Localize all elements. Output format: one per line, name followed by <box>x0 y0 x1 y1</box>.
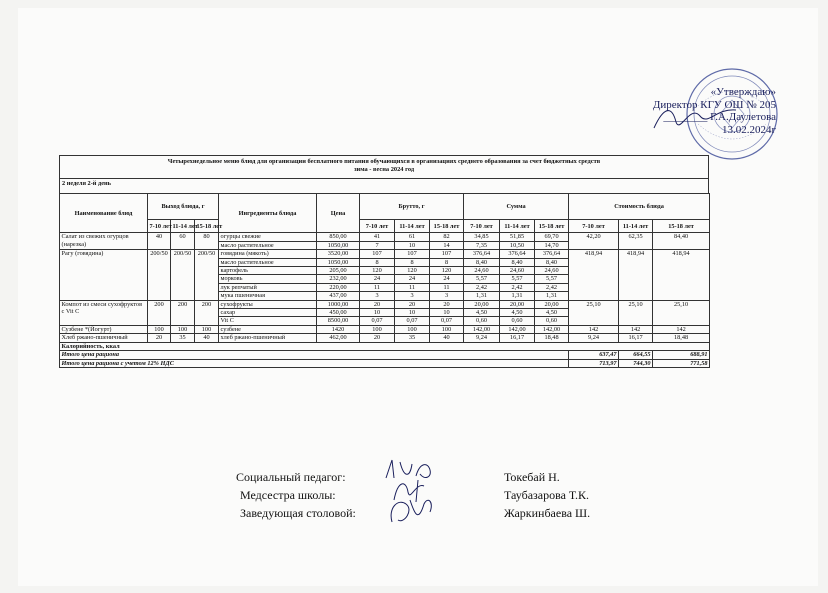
ingredient-gross: 11 <box>430 283 464 291</box>
signature-name: Таубазарова Т.К. <box>504 488 590 502</box>
dish-cost: 418,94 <box>619 250 653 300</box>
header-output-age: 7-10 лет <box>148 220 171 233</box>
dish-output: 60 <box>171 233 195 250</box>
dish-cost: 42,20 <box>569 233 619 250</box>
dish-output: 40 <box>195 334 219 342</box>
total-row-value: 688,91 <box>653 351 710 359</box>
header-sum-age: 15-18 лет <box>535 220 569 233</box>
ingredient-gross: 10 <box>395 309 430 317</box>
ingredient-gross: 3 <box>360 292 395 300</box>
ingredient-gross: 10 <box>360 309 395 317</box>
table-row <box>60 300 710 308</box>
ingredient-price: 1000,00 <box>317 300 360 308</box>
canteen-manager-signature <box>384 492 444 532</box>
ingredient-gross: 11 <box>360 283 395 291</box>
header-output-age: 11-14 лет <box>171 220 195 233</box>
ingredient-price: 450,00 <box>317 309 360 317</box>
ingredient-price: 220,00 <box>317 283 360 291</box>
ingredient-gross: 24 <box>395 275 430 283</box>
header-cost-age: 15-18 лет <box>653 220 710 233</box>
ingredient-gross: 8 <box>395 258 430 266</box>
ingredient-sum: 142,00 <box>464 325 500 333</box>
ingredient-sum: 14,70 <box>535 241 569 249</box>
menu-table <box>59 193 710 368</box>
ingredient-gross: 100 <box>360 325 395 333</box>
header-cost-age: 11-14 лет <box>619 220 653 233</box>
ingredient-gross: 20 <box>430 300 464 308</box>
ingredient-sum: 0,60 <box>500 317 535 325</box>
menu-table-body <box>60 233 710 368</box>
ingredient-sum: 142,00 <box>535 325 569 333</box>
ingredient-sum: 4,50 <box>535 309 569 317</box>
total-vat-row <box>60 359 710 367</box>
dish-cost: 418,94 <box>653 250 710 300</box>
total-row <box>60 351 710 359</box>
ingredient-name: Vit C <box>219 317 317 325</box>
ingredient-gross: 24 <box>360 275 395 283</box>
ingredient-sum: 1,31 <box>464 292 500 300</box>
ingredient-sum: 376,64 <box>500 250 535 258</box>
ingredient-name: говядина (мякоть) <box>219 250 317 258</box>
week-day-label: 2 неделя 2-й день <box>59 178 709 193</box>
approval-signature-line: ________ Г.А.Даулетова <box>663 111 776 123</box>
ingredient-name: морковь <box>219 275 317 283</box>
ingredient-gross: 20 <box>360 334 395 342</box>
dish-cost: 18,48 <box>653 334 710 342</box>
ingredient-gross: 61 <box>395 233 430 241</box>
header-ingredients: Ингредиенты блюда <box>219 194 317 233</box>
dish-name: Хлеб ржано-пшеничный <box>60 334 148 342</box>
ingredient-sum: 1,31 <box>535 292 569 300</box>
ingredient-sum: 2,42 <box>500 283 535 291</box>
ingredient-price: 232,00 <box>317 275 360 283</box>
total-vat-row-label: Итого цена рациона с учетом 12% НДС <box>60 359 569 367</box>
ingredient-name: сузбене <box>219 325 317 333</box>
ingredient-name: картофель <box>219 267 317 275</box>
dish-cost: 25,10 <box>569 300 619 325</box>
document-title <box>59 155 709 178</box>
ingredient-sum: 10,50 <box>500 241 535 249</box>
ingredient-name: сухофрукты <box>219 300 317 308</box>
ingredient-gross: 100 <box>395 325 430 333</box>
ingredient-sum: 5,57 <box>535 275 569 283</box>
dish-output: 80 <box>195 233 219 250</box>
total-vat-row-value: 771,58 <box>653 359 710 367</box>
ingredient-sum: 8,40 <box>535 258 569 266</box>
ingredient-price: 205,00 <box>317 267 360 275</box>
ingredient-sum: 4,50 <box>500 309 535 317</box>
ingredient-gross: 24 <box>430 275 464 283</box>
ingredient-sum: 1,31 <box>500 292 535 300</box>
header-sum: Сумма <box>464 194 569 220</box>
ingredient-name: огурцы свежие <box>219 233 317 241</box>
total-row-value: 664,55 <box>619 351 653 359</box>
header-gross-age: 15-18 лет <box>430 220 464 233</box>
header-output: Выход блюда, г <box>148 194 219 220</box>
ingredient-sum: 7,35 <box>464 241 500 249</box>
ingredient-sum: 0,60 <box>464 317 500 325</box>
ingredient-sum: 24,60 <box>500 267 535 275</box>
dish-cost: 16,17 <box>619 334 653 342</box>
ingredient-sum: 5,57 <box>464 275 500 283</box>
ingredient-sum: 69,70 <box>535 233 569 241</box>
dish-name: Салат из свежих огурцов (нарезка) <box>60 233 148 250</box>
dish-cost: 25,10 <box>653 300 710 325</box>
ingredient-sum: 2,42 <box>535 283 569 291</box>
ingredient-price: 1050,00 <box>317 258 360 266</box>
header-gross: Брутто, г <box>360 194 464 220</box>
ingredient-name: масло растительное <box>219 258 317 266</box>
approval-date: 13.02.2024г <box>721 123 776 136</box>
ingredient-price: 1420 <box>317 325 360 333</box>
ingredient-gross: 120 <box>430 267 464 275</box>
dish-name: Рагу (говядина) <box>60 250 148 300</box>
ingredient-sum: 2,42 <box>464 283 500 291</box>
ingredient-gross: 3 <box>430 292 464 300</box>
ingredient-gross: 0,07 <box>360 317 395 325</box>
ingredient-gross: 0,07 <box>430 317 464 325</box>
dish-output: 200 <box>148 300 171 325</box>
ingredient-gross: 35 <box>395 334 430 342</box>
signature-name: Жаркинбаева Ш. <box>504 506 591 520</box>
ingredient-sum: 24,60 <box>535 267 569 275</box>
ingredient-sum: 20,00 <box>500 300 535 308</box>
ingredient-gross: 107 <box>360 250 395 258</box>
ingredient-sum: 16,17 <box>500 334 535 342</box>
ingredient-price: 462,00 <box>317 334 360 342</box>
dish-output: 200/50 <box>148 250 171 300</box>
ingredient-price: 3520,00 <box>317 250 360 258</box>
total-vat-row-value: 713,97 <box>569 359 619 367</box>
ingredient-gross: 20 <box>395 300 430 308</box>
ingredient-name: хлеб ржано-пшеничный <box>219 334 317 342</box>
header-cost: Стоимость блюда <box>569 194 710 220</box>
menu-document <box>59 155 709 368</box>
table-row <box>60 325 710 333</box>
signature-role: Заведующая столовой: <box>240 506 356 520</box>
ingredient-price: 1050,00 <box>317 241 360 249</box>
ingredient-gross: 8 <box>360 258 395 266</box>
header-price: Цена <box>317 194 360 233</box>
ingredient-sum: 376,64 <box>535 250 569 258</box>
dish-cost: 142 <box>653 325 710 333</box>
ingredient-name: масло растительное <box>219 241 317 249</box>
document-title-line2: зима - весна 2024 год <box>353 166 415 173</box>
director-signature <box>650 100 740 134</box>
approval-heading: «Утверждаю» <box>710 86 776 98</box>
ingredient-sum: 5,57 <box>500 275 535 283</box>
dish-output: 35 <box>171 334 195 342</box>
ingredient-gross: 8 <box>430 258 464 266</box>
ingredient-gross: 0,07 <box>395 317 430 325</box>
header-sum-age: 11-14 лет <box>500 220 535 233</box>
ingredient-sum: 4,50 <box>464 309 500 317</box>
ingredient-sum: 20,00 <box>535 300 569 308</box>
ingredient-gross: 120 <box>360 267 395 275</box>
ingredient-sum: 8,40 <box>464 258 500 266</box>
ingredient-gross: 10 <box>430 309 464 317</box>
dish-cost: 25,10 <box>619 300 653 325</box>
ingredient-sum: 51,85 <box>500 233 535 241</box>
table-row <box>60 334 710 342</box>
ingredient-sum: 18,48 <box>535 334 569 342</box>
header-age-row <box>60 220 710 233</box>
ingredient-gross: 3 <box>395 292 430 300</box>
dish-cost: 142 <box>569 325 619 333</box>
table-row <box>60 233 710 241</box>
dish-cost: 62,35 <box>619 233 653 250</box>
dish-output: 200/50 <box>171 250 195 300</box>
dish-output: 100 <box>195 325 219 333</box>
ingredient-gross: 107 <box>395 250 430 258</box>
header-dish: Наименование блюд <box>60 194 148 233</box>
signature-name: Токебай Н. <box>504 470 560 484</box>
ingredient-price: 437,00 <box>317 292 360 300</box>
table-row <box>60 250 710 258</box>
dish-name: Сузбене *(Йогурт) <box>60 325 148 333</box>
ingredient-gross: 11 <box>395 283 430 291</box>
signature-role: Медсестра школы: <box>240 488 336 502</box>
calories-row <box>60 342 710 350</box>
total-vat-row-value: 744,30 <box>619 359 653 367</box>
ingredient-gross: 120 <box>395 267 430 275</box>
ingredient-sum: 9,24 <box>464 334 500 342</box>
ingredient-gross: 40 <box>430 334 464 342</box>
header-cost-age: 7-10 лет <box>569 220 619 233</box>
ingredient-sum: 8,40 <box>500 258 535 266</box>
dish-output: 200/50 <box>195 250 219 300</box>
header-gross-age: 7-10 лет <box>360 220 395 233</box>
dish-name: Компот из смеси сухофруктов с Vit C <box>60 300 148 325</box>
approval-director: Директор КГУ ОШ № 205 <box>652 98 776 111</box>
ingredient-sum: 34,85 <box>464 233 500 241</box>
ingredient-gross: 100 <box>430 325 464 333</box>
ingredient-sum: 24,60 <box>464 267 500 275</box>
document-title-line1: Четырехнедельное меню блюд для организации бесплатного питания обучающихся в организациях среднего образования за счет бюджетных средств <box>167 158 601 165</box>
header-output-age: 15-18 лет <box>195 220 219 233</box>
ingredient-sum: 20,00 <box>464 300 500 308</box>
total-row-label: Итого цена рациона <box>60 351 569 359</box>
ingredient-price: 850,00 <box>317 233 360 241</box>
dish-cost: 418,94 <box>569 250 619 300</box>
ingredient-gross: 107 <box>430 250 464 258</box>
header-gross-age: 11-14 лет <box>395 220 430 233</box>
dish-output: 40 <box>148 233 171 250</box>
ingredient-sum: 0,60 <box>535 317 569 325</box>
dish-output: 20 <box>148 334 171 342</box>
dish-output: 200 <box>195 300 219 325</box>
ingredient-gross: 82 <box>430 233 464 241</box>
ingredient-name: сахар <box>219 309 317 317</box>
ingredient-gross: 10 <box>395 241 430 249</box>
ingredient-gross: 7 <box>360 241 395 249</box>
dish-output: 100 <box>171 325 195 333</box>
dish-cost: 9,24 <box>569 334 619 342</box>
ingredient-sum: 376,64 <box>464 250 500 258</box>
ingredient-gross: 41 <box>360 233 395 241</box>
ingredient-gross: 20 <box>360 300 395 308</box>
dish-cost: 84,40 <box>653 233 710 250</box>
ingredient-sum: 142,00 <box>500 325 535 333</box>
ingredient-name: мука пшеничная <box>219 292 317 300</box>
ingredient-gross: 14 <box>430 241 464 249</box>
dish-output: 200 <box>171 300 195 325</box>
header-sum-age: 7-10 лет <box>464 220 500 233</box>
calories-label: Калорийность, ккал <box>60 342 710 350</box>
total-row-value: 637,47 <box>569 351 619 359</box>
ingredient-name: лук репчатый <box>219 283 317 291</box>
dish-cost: 142 <box>619 325 653 333</box>
dish-output: 100 <box>148 325 171 333</box>
ingredient-price: 8500,00 <box>317 317 360 325</box>
signature-role: Социальный педагог: <box>236 470 346 484</box>
